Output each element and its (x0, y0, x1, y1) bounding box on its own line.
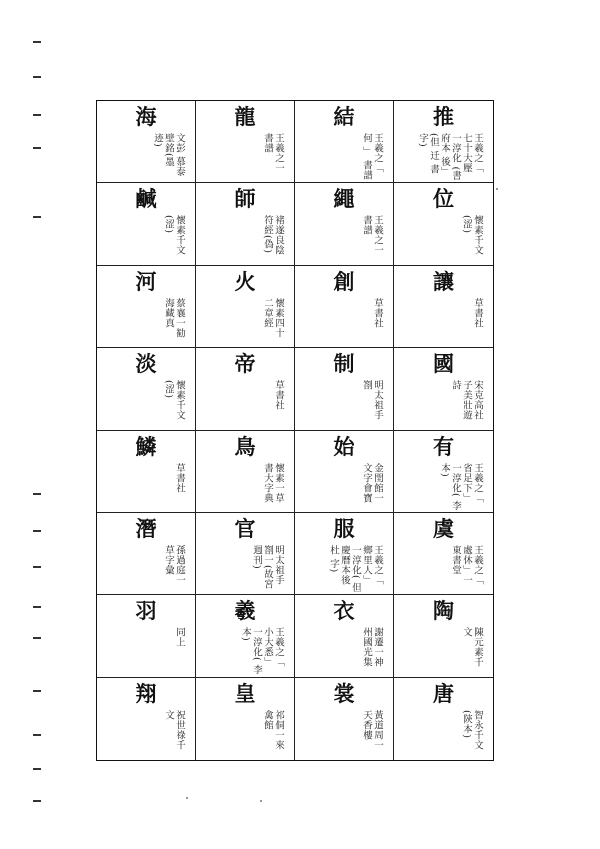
source-note: 明太祖手 劄一(故宮 週刊) (251, 544, 284, 590)
margin-mark (33, 768, 41, 770)
margin-mark (33, 800, 41, 802)
table-cell (196, 348, 295, 430)
margin-mark (33, 734, 41, 736)
margin-mark (33, 147, 41, 149)
scan-speck (260, 800, 262, 802)
source-note: 金閏館一 文字會寶 (361, 462, 383, 503)
glyph: 裳 (333, 680, 355, 706)
glyph: 海 (135, 104, 157, 129)
table-cell (97, 513, 196, 595)
table-cell (295, 513, 394, 595)
glyph: 國 (433, 351, 454, 377)
margin-mark (33, 76, 41, 78)
glyph: 始 (333, 433, 355, 459)
scan-speck (496, 188, 498, 190)
table-cell (97, 348, 196, 430)
source-note: 懷素一草 書大字典 (262, 462, 284, 503)
table-cell (394, 101, 493, 183)
margin-mark (33, 493, 41, 495)
glyph: 推 (433, 104, 454, 129)
table-cell (394, 348, 493, 430)
margin-mark (33, 41, 41, 43)
table-cell (295, 431, 394, 513)
source-note: 王羲之「 何 」 書譜 (361, 133, 383, 181)
glyph: 鹹 (135, 186, 157, 212)
margin-mark (33, 606, 41, 608)
table-cell (196, 101, 295, 183)
table-cell (394, 678, 493, 760)
glyph: 創 (333, 268, 355, 294)
glyph: 鱗 (135, 433, 157, 459)
table-cell (295, 183, 394, 265)
source-note: 草書社 (273, 380, 284, 411)
margin-mark (33, 690, 41, 692)
source-note: 褚遂良陰 符經(偽) (262, 215, 284, 256)
table-cell (196, 183, 295, 265)
glyph: 鳥 (234, 433, 256, 459)
margin-mark (33, 114, 41, 116)
glyph: 翔 (135, 680, 157, 706)
glyph: 虞 (433, 515, 454, 541)
source-note: 王羲之「 處休」一 東書堂 (450, 544, 483, 585)
glyph: 繩 (333, 186, 355, 212)
source-note: 蔡襄一勧 海藏真 (163, 297, 185, 338)
table-cell (97, 183, 196, 265)
source-note: 祁侗一來 禽館 (262, 709, 284, 750)
glyph: 讓 (433, 268, 454, 294)
table-cell (295, 266, 394, 348)
table-cell (196, 513, 295, 595)
table-cell (196, 595, 295, 677)
source-note: 智永千文 (陝本) (461, 709, 483, 750)
margin-mark (33, 530, 41, 532)
source-note: 文彭 慕泰 壁銘(墨 迹) (152, 133, 185, 177)
calligraphy-table (96, 100, 494, 761)
glyph: 潛 (135, 515, 157, 541)
source-note: 陳元素千 文 (461, 627, 483, 668)
glyph: 制 (333, 351, 355, 377)
source-note: 王羲之「 省足下」 一淳化( 李本) (439, 462, 483, 511)
glyph: 衣 (333, 598, 355, 624)
table-cell (394, 595, 493, 677)
source-note: 孫過庭一 草字彙 (163, 544, 185, 585)
table-cell (394, 431, 493, 513)
scan-speck (186, 797, 188, 799)
source-note: 草書社 (472, 297, 483, 328)
source-note: 懷素四十 二章經 (262, 297, 284, 338)
source-note: 祝世祿千 文 (163, 709, 185, 750)
margin-mark (33, 216, 41, 218)
table-cell (394, 183, 493, 265)
glyph: 服 (333, 515, 355, 541)
glyph: 羽 (135, 598, 157, 624)
glyph: 唐 (433, 680, 454, 706)
glyph: 有 (433, 433, 454, 459)
source-note: 草書社 (174, 462, 185, 493)
glyph: 龍 (234, 104, 256, 129)
source-note: 草書社 (372, 297, 383, 328)
table-cell (97, 266, 196, 348)
glyph: 師 (234, 186, 256, 212)
table-cell (394, 513, 493, 595)
table-cell (295, 678, 394, 760)
source-note: 懷素千文 (涩) (163, 380, 185, 421)
source-note: 明太祖手 劄 (361, 380, 383, 421)
margin-mark (33, 637, 41, 639)
glyph: 河 (135, 268, 157, 294)
table-cell (196, 431, 295, 513)
source-note: 懷素千文 (涩) (163, 215, 185, 256)
table-cell (394, 266, 493, 348)
table-cell (295, 595, 394, 677)
table-cell (295, 101, 394, 183)
glyph: 帝 (234, 351, 256, 377)
glyph: 火 (234, 268, 256, 294)
source-note: 王羲之「 小大悉」 一淳化( 李本) (240, 627, 284, 675)
table-cell (97, 678, 196, 760)
source-note: 謝遷一神 州國光集 (361, 627, 383, 668)
glyph: 官 (234, 515, 256, 541)
source-note: 懷素千文 (涩) (461, 215, 483, 256)
table-cell (97, 595, 196, 677)
glyph: 結 (333, 104, 355, 129)
table-cell (196, 266, 295, 348)
glyph: 淡 (135, 351, 157, 377)
glyph: 羲 (234, 598, 256, 624)
source-note: 黃道周一 天香樓 (361, 709, 383, 750)
glyph: 皇 (234, 680, 256, 706)
source-note: 同上 (174, 627, 185, 648)
table-cell (196, 678, 295, 760)
margin-mark (33, 566, 41, 568)
source-note: 王羲之「 七十大壓 一淳化 (書 府本 後」 (但 迁 書 字) (417, 133, 483, 181)
source-note: 王羲之「 鄉里人」 一淳化( 但 慶曆本後 杜 字) (328, 544, 383, 593)
glyph: 位 (433, 186, 454, 212)
source-note: 宋克高社 子美壯遊 詩 (450, 380, 483, 421)
table-cell (295, 348, 394, 430)
table-cell (97, 101, 196, 183)
glyph: 陶 (433, 598, 454, 624)
source-note: 王羲之一 書譜 (262, 133, 284, 173)
source-note: 王羲之一 書譜 (361, 215, 383, 256)
table-cell (97, 431, 196, 513)
